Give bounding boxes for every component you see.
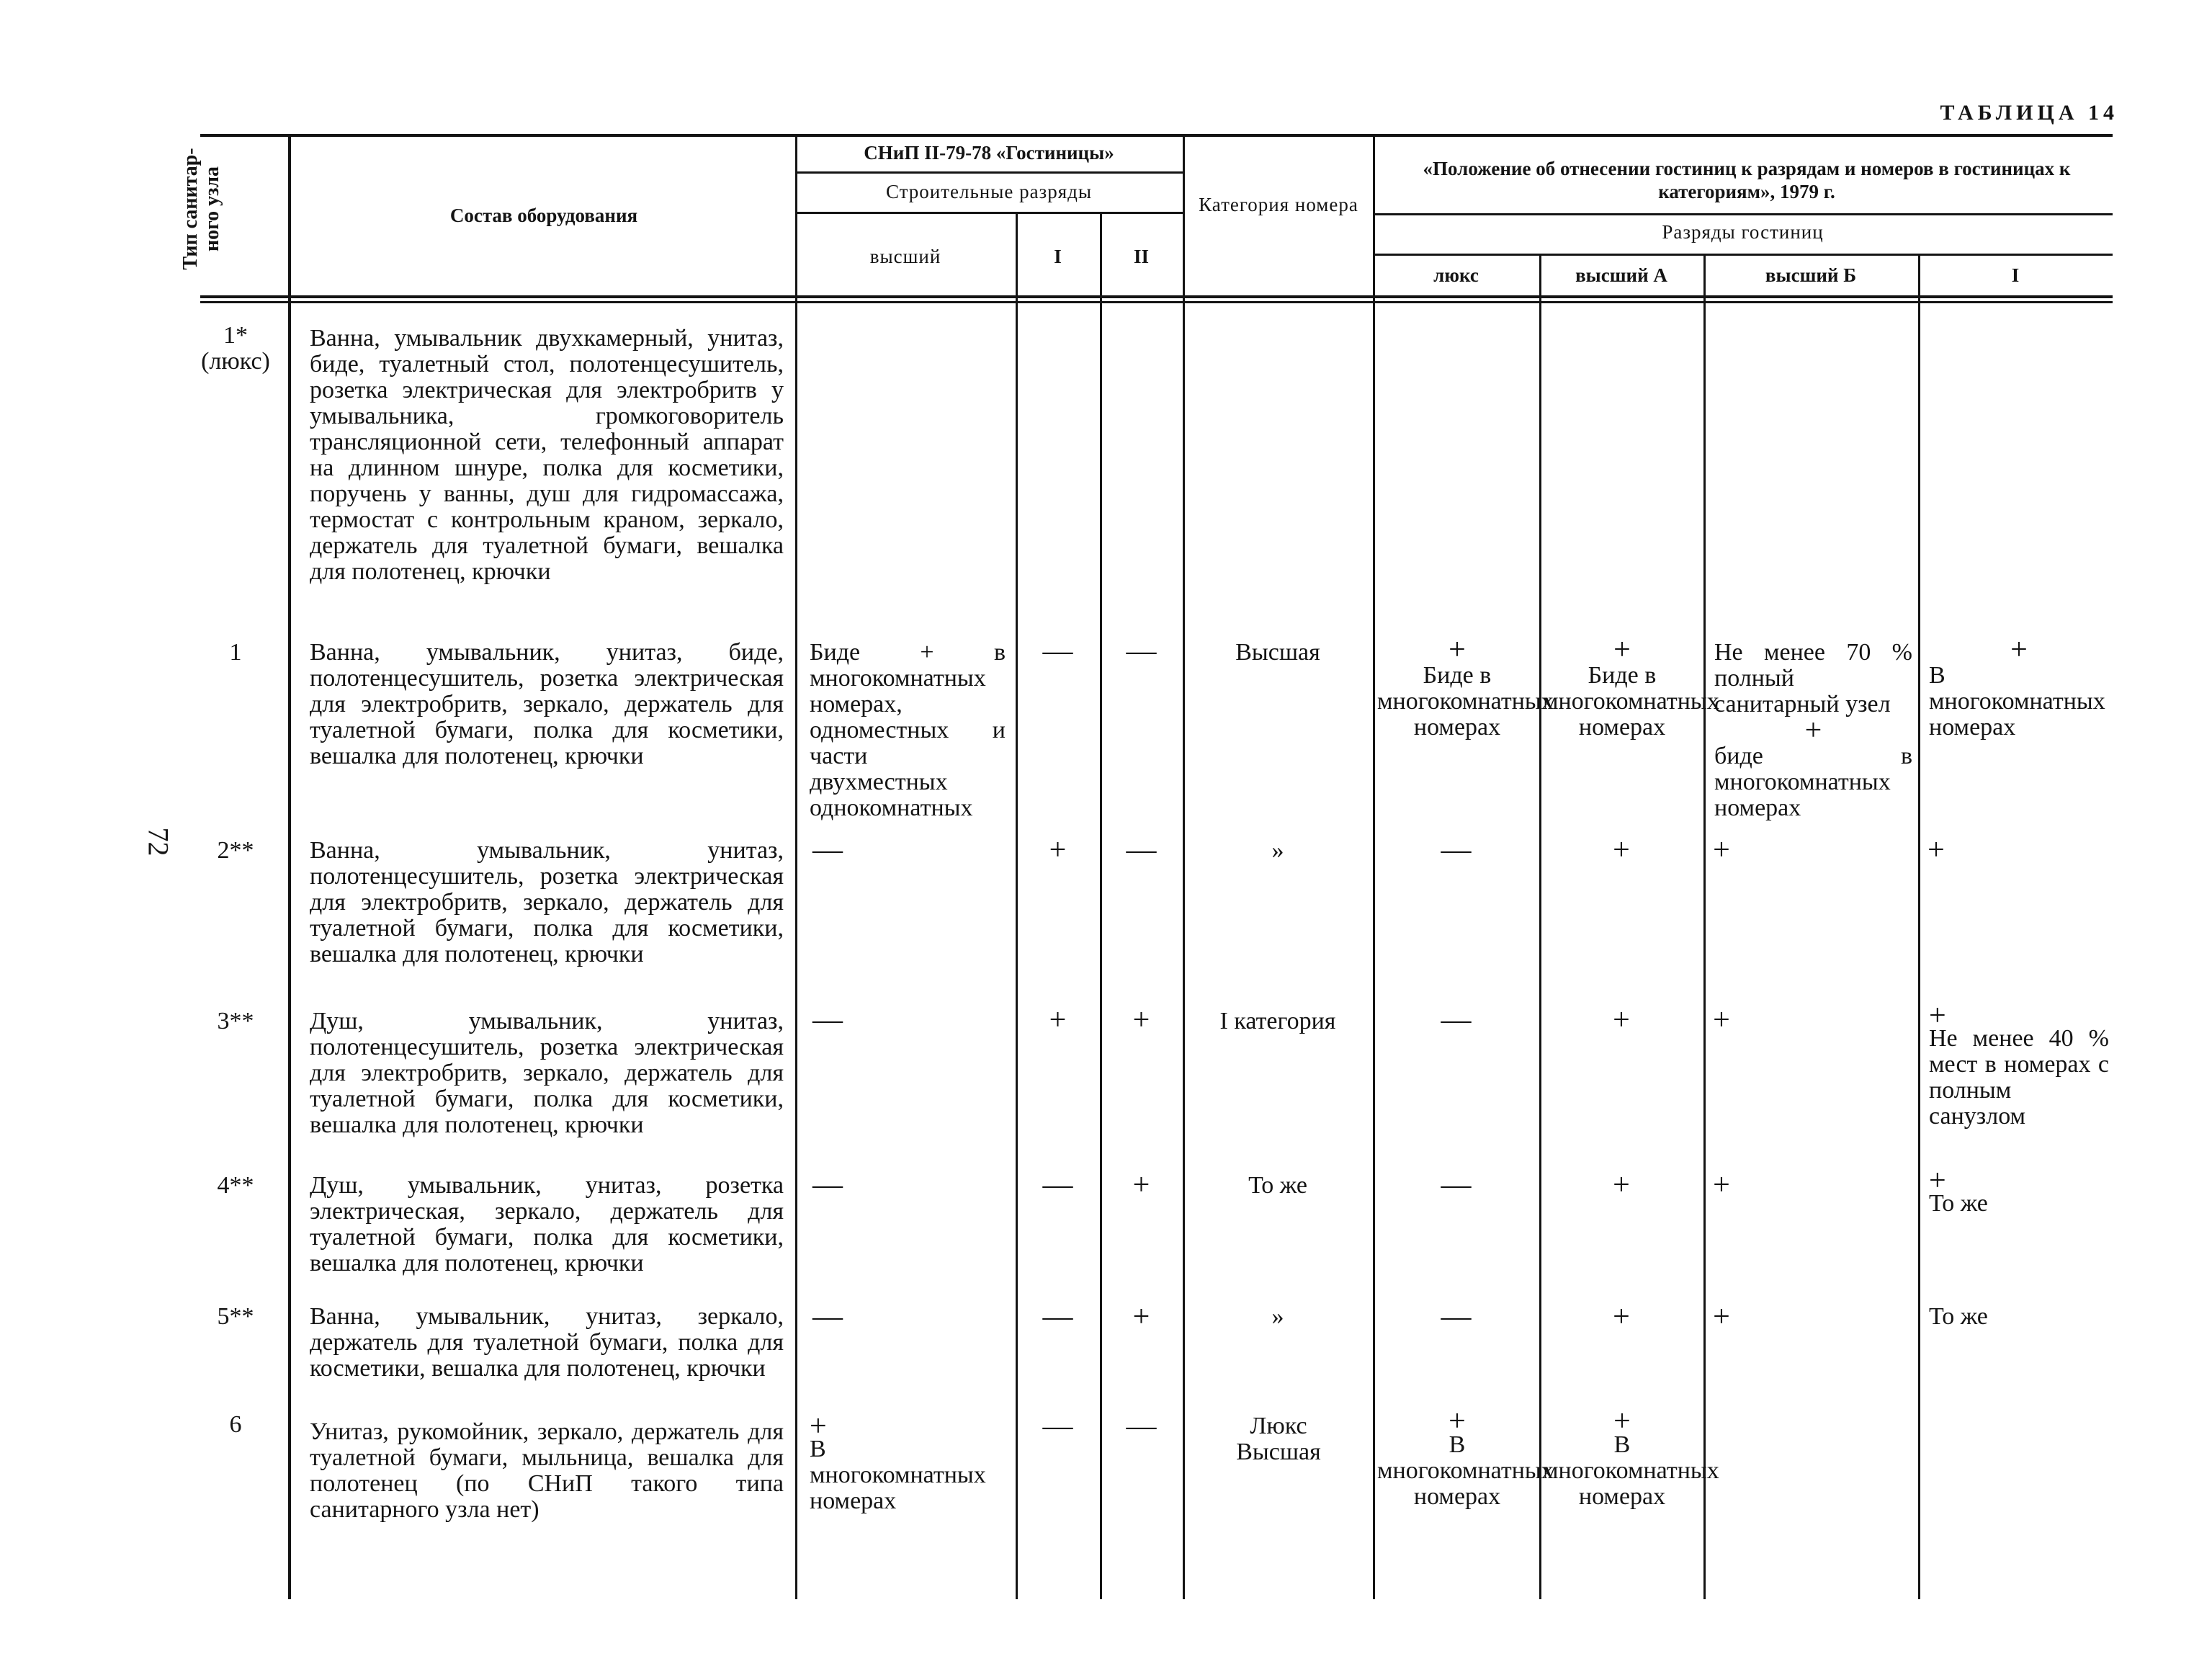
row-snip-high — [810, 1410, 1006, 1514]
row-high-a-text: В многокомнатных номерах — [1543, 1431, 1719, 1510]
row-snip-i: — — [1042, 1168, 1073, 1202]
row-equipment: Ванна, умывальник двухкамерный, унитаз, биде, туалетный стол, полотенцесушитель, розетка электрическая для электробритв у умывальника, громкоговоритель трансляционной сети, телефонный аппарат на длинном шнуре, полка для косметики, поручень у ванны, душ для гидромассажа, термостат с контрольным краном, зеркало, держатель для туалетной бумаги, вешалка для полотенец, крючки — [310, 325, 784, 585]
row-snip-ii: — — [1126, 635, 1157, 668]
row-equipment: Ванна, умывальник, унитаз, биде, полотенцесушитель, розетка электрическая для электробритв, зеркало, держатель для туалетной бумаги, полка для косметики, вешалка для полотенец, крючки — [310, 639, 784, 769]
header-rank-lux: люкс — [1433, 264, 1479, 286]
row-snip-ii: — — [1126, 833, 1157, 867]
row-high-a — [1543, 633, 1719, 741]
row-equipment: Душ, умывальник, унитаз, полотенцесушитель, розетка электрическая для электробритв, зеркало, держатель для туалетной бумаги, полка для косметики, вешалка для полотенец, крючки — [310, 1008, 784, 1138]
row-high-b: + — [1713, 833, 1730, 867]
row-high-b: + — [1713, 1300, 1730, 1333]
row-lux — [1377, 633, 1554, 741]
col-divider-snip-i — [1016, 212, 1018, 1599]
row-high-a: + — [1613, 1168, 1630, 1202]
header-rank-i: I — [2011, 264, 2020, 286]
row-lux: — — [1441, 1003, 1472, 1037]
header-type: Тип санитар-ного узла — [179, 148, 223, 270]
col-divider-r1 — [1918, 254, 1920, 1599]
header-snip-high: высший — [869, 246, 941, 267]
row-snip-ii: — — [1126, 1410, 1157, 1443]
row-equipment: Ванна, умывальник, унитаз, полотенцесушитель, розетка электрическая для электробритв, зеркало, держатель для туалетной бумаги, полка для косметики, вешалка для полотенец, крючки — [310, 837, 784, 967]
snip-level-rule — [795, 212, 1183, 214]
col-divider-category — [1183, 134, 1185, 1599]
row-snip-high: — — [812, 1003, 843, 1037]
header-bottom-rule-2 — [200, 301, 2113, 303]
row-snip-high-text: В многокомнатных номерах — [810, 1436, 986, 1514]
row-category: » — [1271, 1303, 1284, 1330]
row-r1: + — [1927, 833, 1945, 867]
row-snip-i: — — [1042, 635, 1073, 668]
row-category: I категория — [1219, 1008, 1336, 1034]
header-category: Категория номера — [1199, 194, 1358, 215]
plus-sign: + — [1804, 714, 1822, 747]
row-snip-i: + — [1049, 833, 1067, 867]
row-category: Высшая — [1235, 639, 1320, 666]
row-type: 4** — [217, 1172, 254, 1199]
row-type: 5** — [217, 1303, 254, 1330]
row-type: 1* (люкс) — [201, 322, 270, 375]
plus-sign: + — [810, 1410, 827, 1443]
snip-subgroup-rule — [795, 171, 1183, 174]
row-category: » — [1271, 837, 1284, 864]
plus-sign: + — [1929, 1164, 1946, 1197]
row-high-b — [1714, 640, 1912, 821]
row-lux: — — [1441, 1300, 1472, 1333]
plus-sign: + — [1448, 1405, 1466, 1438]
row-high-a: + — [1613, 1003, 1630, 1037]
row-equipment: Душ, умывальник, унитаз, розетка электрическая, зеркало, держатель для туалетной бумаги, полка для косметики, вешалка для полотенец, крючки — [310, 1172, 784, 1276]
table-top-rule — [200, 134, 2113, 137]
row-r1-text: В многокомнатных номерах — [1929, 662, 2105, 741]
row-r1-text: Не менее 40 % мест в номерах с полным санузлом — [1929, 1025, 2109, 1130]
row-snip-high: Биде + в многокомнатных номерах, одноместных и части двухместных однокомнатных — [810, 639, 1006, 821]
row-lux: — — [1441, 833, 1472, 867]
page-number: 72 — [142, 827, 175, 857]
col-divider-snip-ii — [1100, 212, 1102, 1599]
row-high-b-text-1: Не менее 70 % полный санитарный узел — [1714, 639, 1912, 717]
row-snip-high: — — [812, 1168, 843, 1202]
row-r1 — [1929, 999, 2109, 1130]
row-type: 2** — [217, 837, 254, 864]
row-snip-ii: + — [1132, 1300, 1150, 1333]
row-high-a-text: Биде в многокомнатных номерах — [1543, 662, 1719, 741]
row-high-a: + — [1613, 833, 1630, 867]
row-snip-i: — — [1042, 1300, 1073, 1333]
row-snip-high: — — [812, 833, 843, 867]
row-high-a — [1543, 1405, 1719, 1510]
row-snip-i: + — [1049, 1003, 1067, 1037]
col-divider-regulation — [1373, 134, 1375, 1599]
table-label: ТАБЛИЦА 14 — [1940, 101, 2118, 125]
row-type: 1 — [229, 639, 242, 666]
row-lux-text: Биде в многокомнатных номерах — [1377, 662, 1554, 741]
row-lux — [1377, 1405, 1554, 1510]
plus-sign: + — [2010, 633, 2028, 666]
plus-sign: + — [1448, 633, 1466, 666]
header-rank-high-a: высший А — [1575, 264, 1667, 286]
row-r1 — [1929, 1164, 2109, 1217]
row-equipment: Унитаз, рукомойник, зеркало, держатель для туалетной бумаги, мыльница, вешалка для полотенец (по СНиП такого типа санитарного узла нет) — [310, 1418, 784, 1523]
header-bottom-rule — [200, 295, 2113, 298]
row-snip-high: — — [812, 1300, 843, 1333]
row-type: 3** — [217, 1008, 254, 1034]
row-high-b: + — [1713, 1168, 1730, 1202]
col-divider-high-a — [1539, 254, 1541, 1599]
row-category: Люкс Высшая — [1236, 1413, 1321, 1465]
row-high-b: + — [1713, 1003, 1730, 1037]
header-rank-high-b: высший Б — [1765, 264, 1857, 286]
row-r1: То же — [1929, 1303, 1988, 1330]
row-snip-ii: + — [1132, 1168, 1150, 1202]
header-snip-ranks: Строительные разряды — [885, 181, 1093, 202]
row-lux: — — [1441, 1168, 1472, 1202]
header-hotel-ranks: Разряды гостиниц — [1662, 221, 1824, 243]
row-lux-text: В многокомнатных номерах — [1377, 1431, 1554, 1510]
ranks-rule — [1373, 254, 2113, 256]
header-snip-ii: II — [1133, 246, 1149, 267]
row-r1 — [1929, 633, 2109, 741]
regulation-rule — [1373, 213, 2113, 215]
row-high-b-text-2: биде в многокомнатных номерах — [1714, 743, 1912, 821]
header-snip: СНиП II-79-78 «Гостиницы» — [864, 142, 1114, 164]
row-snip-ii: + — [1132, 1003, 1150, 1037]
row-snip-i: — — [1042, 1410, 1073, 1443]
col-divider-snip — [795, 134, 797, 1599]
plus-sign: + — [1613, 1405, 1631, 1438]
col-divider-high-b — [1703, 254, 1706, 1599]
header-regulation: «Положение об отнесении гостиниц к разрядам и номеров в гостиницах к категориям», 1979 г. — [1423, 158, 2071, 202]
row-high-a: + — [1613, 1300, 1630, 1333]
row-type: 6 — [229, 1411, 242, 1438]
header-equipment: Состав оборудования — [449, 205, 638, 226]
row-r1-text: То же — [1929, 1190, 1988, 1217]
row-equipment: Ванна, умывальник, унитаз, зеркало, держатель для туалетной бумаги, полка для косметики, вешалка для полотенец, крючки — [310, 1303, 784, 1382]
plus-sign: + — [1613, 633, 1631, 666]
plus-sign: + — [1929, 999, 1946, 1032]
row-category: То же — [1248, 1172, 1307, 1199]
col-divider-equipment — [288, 134, 291, 1599]
header-snip-i: I — [1054, 246, 1062, 267]
